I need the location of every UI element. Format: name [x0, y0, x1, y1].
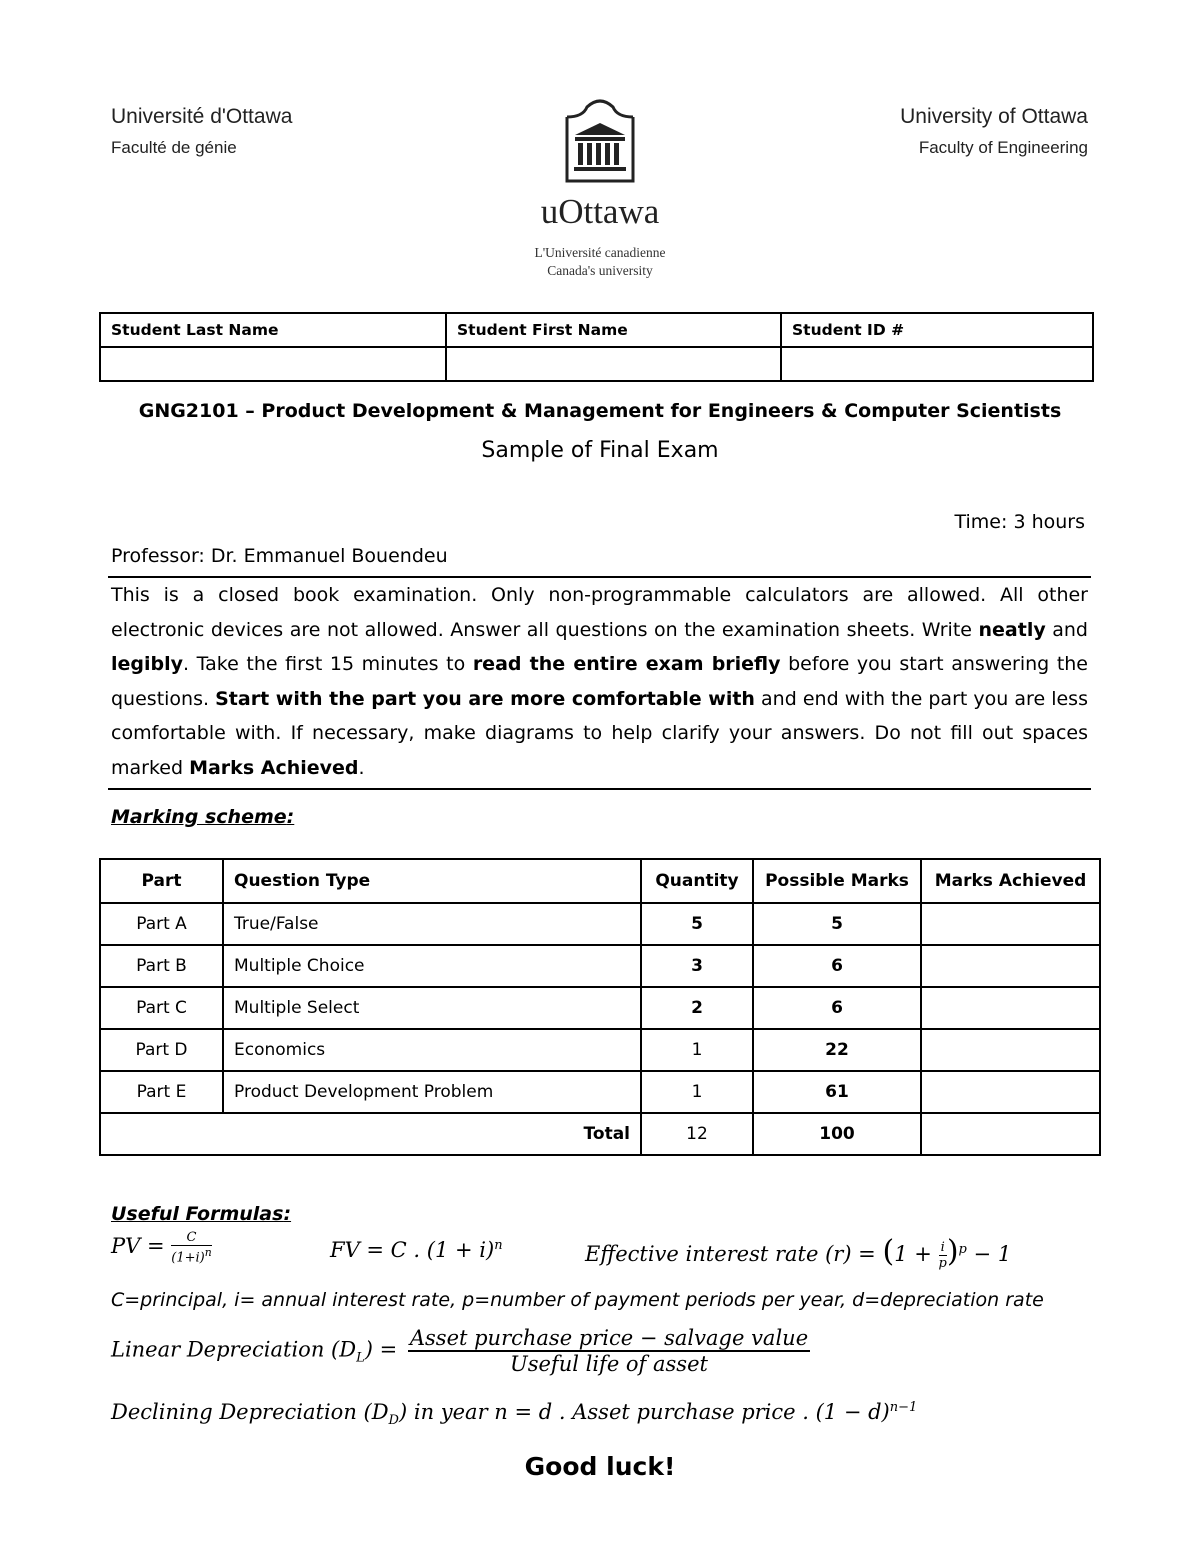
logo-tagline-en: Canada's university [547, 263, 653, 278]
type-cell: Economics [223, 1029, 641, 1071]
professor-name: Professor: Dr. Emmanuel Bouendeu [111, 545, 448, 567]
achieved-cell[interactable] [921, 945, 1100, 987]
present-value-formula: PV = $\frac{C}{(1+i)^n}$ [111, 1230, 212, 1266]
linear-depreciation-formula: Linear Depreciation $(D_L)$ = $\frac{\text{Asset purchase price − salvage value}}{\text{Useful life of asset}}$ [111, 1326, 809, 1376]
logo-wordmark: uOttawa [540, 192, 660, 231]
part-cell: Part E [100, 1071, 223, 1113]
last-name-header: Student Last Name [100, 313, 446, 347]
marks-cell: 22 [753, 1029, 921, 1071]
quantity-cell: 2 [641, 987, 753, 1029]
total-achieved-cell[interactable] [921, 1113, 1100, 1155]
achieved-cell[interactable] [921, 1029, 1100, 1071]
declining-depreciation-formula: Declining Depreciation $(D_D)$ in year n = d . Asset purchase price . $(1 - d)^{n-1}$ [111, 1400, 918, 1429]
table-row [100, 1029, 1100, 1071]
first-name-field[interactable] [446, 347, 781, 381]
formulas-heading: Useful Formulas: [111, 1203, 292, 1225]
university-name-fr: Université d'Ottawa [111, 105, 293, 128]
col-quantity: Quantity [641, 859, 753, 903]
total-marks: 100 [753, 1113, 921, 1155]
part-cell: Part C [100, 987, 223, 1029]
university-crest-icon [563, 97, 637, 183]
faculty-name-fr: Faculté de génie [111, 138, 237, 157]
achieved-cell[interactable] [921, 903, 1100, 945]
type-cell: Product Development Problem [223, 1071, 641, 1113]
type-cell: True/False [223, 903, 641, 945]
formula-legend: C=principal, i= annual interest rate, p=number of payment periods per year, d=depreciation rate [111, 1289, 1044, 1311]
quantity-cell: 1 [641, 1029, 753, 1071]
part-cell: Part B [100, 945, 223, 987]
faculty-name-en: Faculty of Engineering [918, 138, 1088, 157]
logo-tagline-fr: L'Université canadienne [534, 245, 666, 260]
course-title: GNG2101 – Product Development & Management for Engineers & Computer Scientists [138, 400, 1062, 422]
instructions-paragraph: This is a closed book examination. Only non-programmable calculators are allowed. All other electronic devices are not allowed. Answer all questions on the examination sheets. Write neatly and legibly. Take the first 15 minutes to read the entire exam briefly before you start answering the questions. Start with the part you are more comfortable with and end with the part you are less comfortable with. If necessary, make diagrams to help clarify your answers. Do not fill out spaces marked Marks Achieved. [111, 584, 1088, 779]
logo-tagline [0, 244, 1200, 280]
achieved-cell[interactable] [921, 1071, 1100, 1113]
effective-rate-formula: Effective interest rate (r) = (1 + $\frac{i}{p}$ )$^p$ − 1 [585, 1234, 1012, 1271]
quantity-cell: 1 [641, 1071, 753, 1113]
table-row [100, 1071, 1100, 1113]
marks-cell: 5 [753, 903, 921, 945]
student-id-field[interactable] [781, 347, 1093, 381]
part-cell: Part D [100, 1029, 223, 1071]
type-cell: Multiple Select [223, 987, 641, 1029]
quantity-cell: 3 [641, 945, 753, 987]
first-name-header: Student First Name [446, 313, 781, 347]
university-name-en: University of Ottawa [900, 105, 1088, 128]
last-name-field[interactable] [100, 347, 446, 381]
total-quantity: 12 [641, 1113, 753, 1155]
table-row [100, 945, 1100, 987]
table-row [100, 987, 1100, 1029]
col-question-type: Question Type [223, 859, 641, 903]
part-cell: Part A [100, 903, 223, 945]
exam-subtitle: Sample of Final Exam [481, 438, 719, 463]
total-row [100, 1113, 1100, 1155]
student-id-header: Student ID # [781, 313, 1093, 347]
col-possible-marks: Possible Marks [753, 859, 921, 903]
achieved-cell[interactable] [921, 987, 1100, 1029]
total-label: Total [100, 1113, 641, 1155]
good-luck-message: Good luck! [524, 1452, 676, 1481]
table-row [100, 903, 1100, 945]
marks-cell: 6 [753, 945, 921, 987]
future-value-formula: FV = C . $(1 + i)^n$ [330, 1238, 503, 1262]
divider-bottom [108, 788, 1091, 790]
exam-time: Time: 3 hours [954, 511, 1085, 533]
marks-cell: 6 [753, 987, 921, 1029]
marking-scheme-heading: Marking scheme: [111, 806, 295, 828]
type-cell: Multiple Choice [223, 945, 641, 987]
student-info-table [99, 312, 1094, 382]
marks-cell: 61 [753, 1071, 921, 1113]
marking-scheme-table [99, 858, 1101, 1156]
col-marks-achieved: Marks Achieved [921, 859, 1100, 903]
col-part: Part [100, 859, 223, 903]
quantity-cell: 5 [641, 903, 753, 945]
